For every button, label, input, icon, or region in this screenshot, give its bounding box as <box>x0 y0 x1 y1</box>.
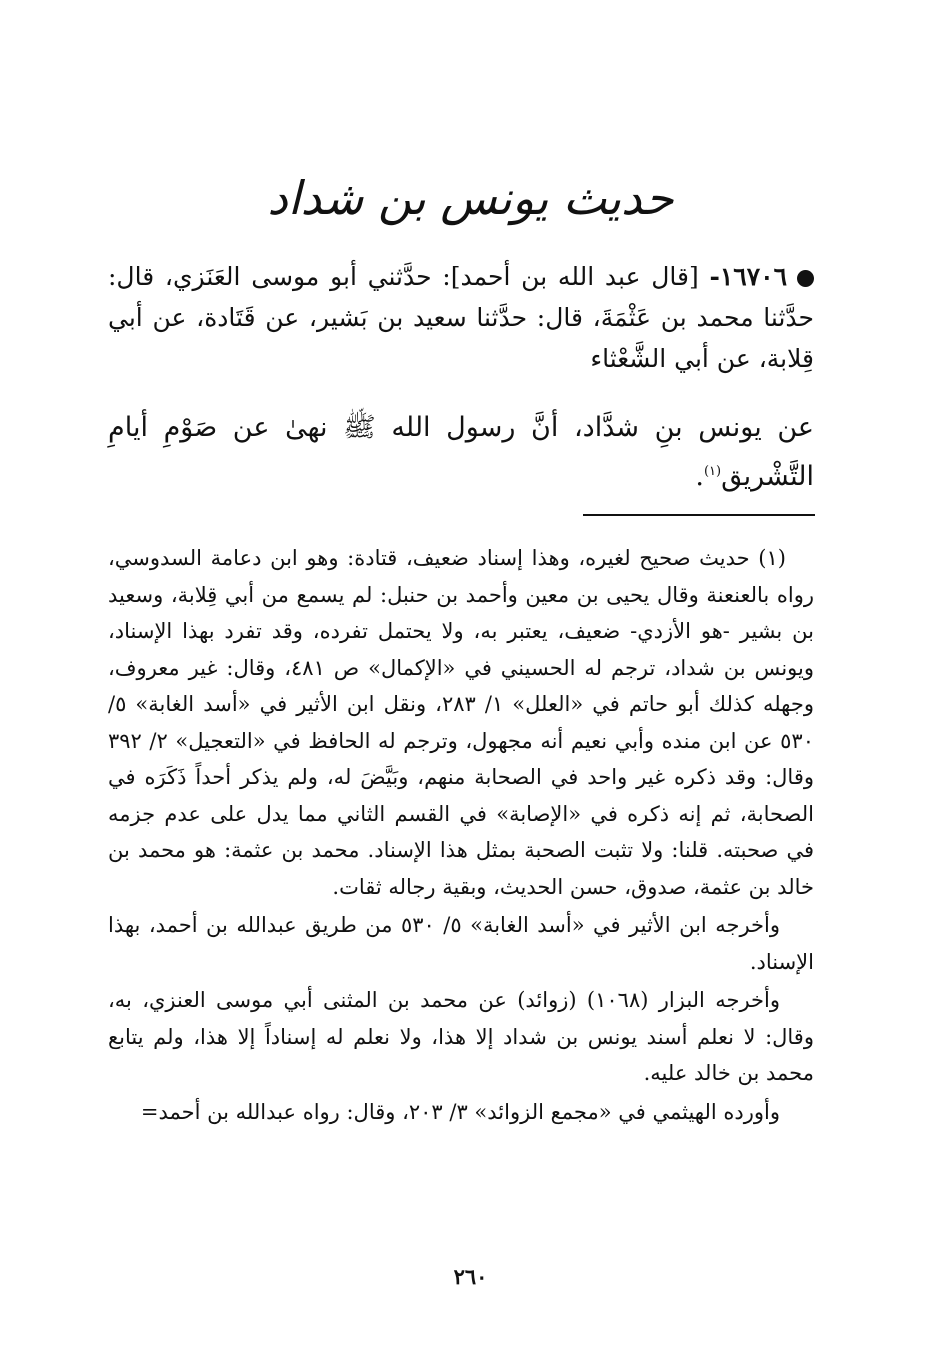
hadith-matn-paragraph <box>108 403 814 501</box>
footnote-separator <box>583 514 815 516</box>
hadith-isnad: [قال عبد الله بن أحمد]: حدَّثني أبو موسى العَنَزي، قال: حدَّثنا محمد بن عَثْمَةَ، قال: حدَّثنا سعيد بن بَشير، عن قَتَادة، عن أبي قِلابة، عن أبي الشَّعْثاء <box>108 262 814 373</box>
chapter-title: حديث يونس بن شداد <box>267 171 674 225</box>
footnote-paragraph: وأخرجه ابن الأثير في «أسد الغابة» ٥/ ٥٣٠ من طريق عبدالله بن أحمد، بهذا الإسناد. <box>108 913 814 974</box>
hadith-isnad-paragraph <box>108 256 814 379</box>
footnote-paragraph: وأورده الهيثمي في «مجمع الزوائد» ٣/ ٢٠٣، وقال: رواه عبدالله بن أحمد= <box>140 1099 780 1124</box>
hadith-matn: عن يونس بنِ شدَّاد، أنَّ رسول الله ﷺ نهىٰ عن صَوْمِ أيامِ التَّشْريق <box>108 412 814 492</box>
hadith-number: ١٦٧٠٦- <box>709 262 787 291</box>
page-number: ٢٦٠ <box>453 1264 488 1289</box>
hadith-matn-block <box>108 403 814 501</box>
footnote-paragraph: (١) حديث صحيح لغيره، وهذا إسناد ضعيف، قتادة: وهو ابن دعامة السدوسي، رواه بالعنعنة وقال يحيى بن معين وأحمد بن حنبل: لم يسمع من أبي قِلابة، وسعيد بن بشير -هو الأزدي- ضعيف، يعتبر به، ولا يحتمل تفرده، وقد تفرد بهذا الإسناد، ويونس بن شداد، ترجم له الحسيني في «الإكمال» ص ٤٨١، وقال: غير معروف، وجهله كذلك أبو حاتم في «العلل» ١/ ٢٨٣، ونقل ابن الأثير في «أسد الغابة» ٥/ ٥٣٠ عن ابن منده وأبي نعيم أنه مجهول، وترجم له الحافظ في «التعجيل» ٢/ ٣٩٢ وقال: وقد ذكره غير واحد في الصحابة منهم، وبَيَّضَ له، ولم يذكر أحداً ذَكَرَه في الصحابة، ثم إنه ذكره في «الإصابة» في القسم الثاني مما يدل على عدم جزمه في صحبته. قلنا: ولا تثبت الصحبة بمثل هذا الإسناد. محمد بن عثمة: هو محمد بن خالد بن عثمة، صدوق، حسن الحديث، وبقية رجاله ثقات. <box>108 546 814 899</box>
footnote-marker: (١) <box>703 464 722 479</box>
footnote-paragraph: وأخرجه البزار (١٠٦٨) (زوائد) عن محمد بن المثنى أبي موسى العنزي، به، وقال: لا نعلم أسند يونس بن شداد إلا هذا، ولا نعلم له إسناداً إلا هذا، ولم يتابع محمد بن خالد عليه. <box>108 988 814 1085</box>
end-mark: . <box>695 461 704 492</box>
footnotes-block <box>108 540 814 1130</box>
bullet-icon <box>797 270 814 287</box>
hadith-isnad-block <box>108 256 814 379</box>
